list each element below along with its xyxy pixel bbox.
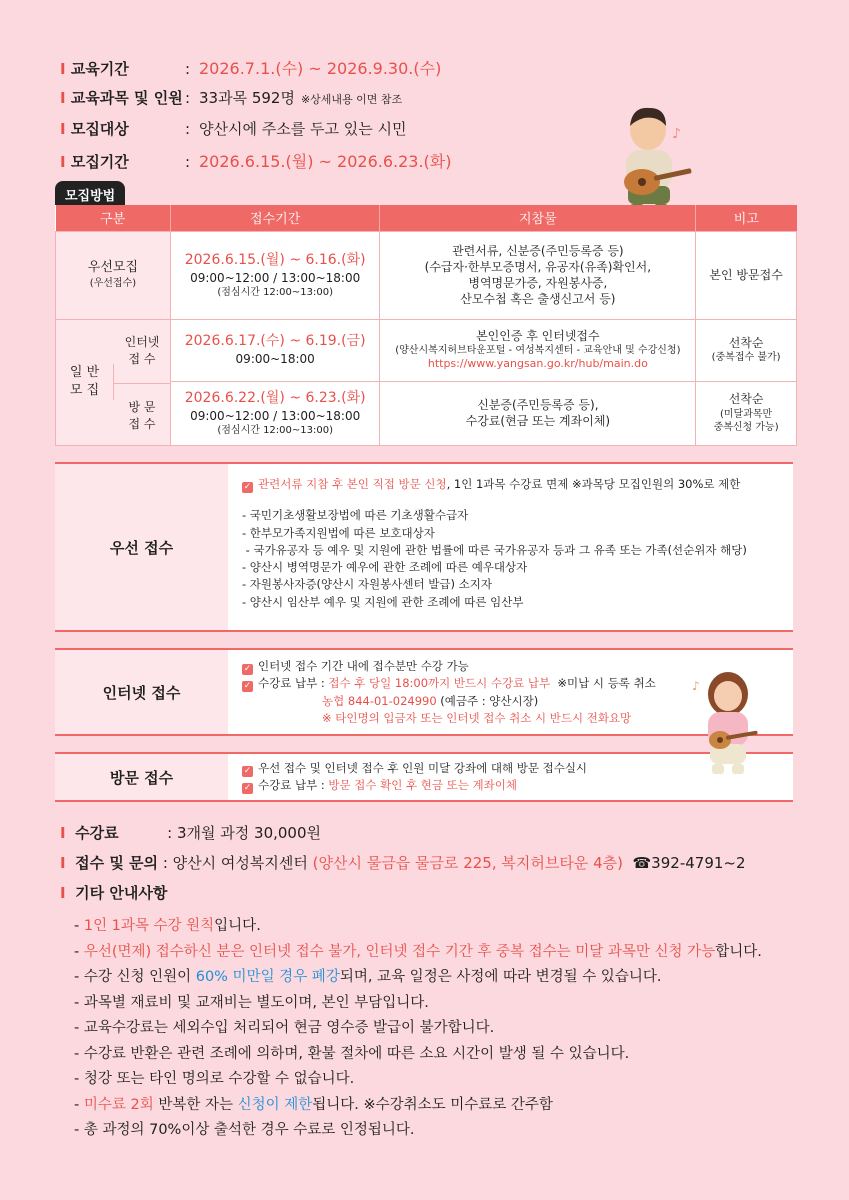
list-item: - 총 과정의 70%이상 출석한 경우 수료로 인정됩니다. xyxy=(74,1122,415,1138)
svg-text:♪: ♪ xyxy=(692,679,700,693)
row-priority-label: 우선모집 (우선접수) xyxy=(56,231,171,319)
list-item: - 국민기초생활보장법에 따른 기초생활수급자 xyxy=(242,508,469,523)
info-note: ※상세내용 이면 참조 xyxy=(300,93,403,106)
priority-box: 우선 접수 ✓ 관련서류 지참 후 본인 직접 방문 신청, 1인 1과목 수강료 면제 ※과목당 모집인원의 30%로 제한 - 국민기초생활보장법에 따른 기초생활수급자 - 한부모가족지원법에 따른 보호대상자 - 국가유공자 등 예우 및 지원에 관한 법률에 따른 국가유공자 등과 그 유족 또는 가족(선순위자 해당) - 양산시 병역명문가 예우에 관한 조례에 따른 예우대상자 - 자원봉사자증(양산시 자원봉사센터 발급) 소지자 - 양산시 임산부 예우 및 지원에 관한 조례에 따른 임산부 xyxy=(55,462,793,632)
info-row-courses: I 교육과목 및 인원 : 33과목 592명 ※상세내용 이면 참조 xyxy=(60,89,403,107)
list-item: - 수강료 반환은 관련 조례에 의하며, 환불 절차에 따른 소요 시간이 발생 될 수 있습니다. xyxy=(74,1045,630,1062)
list-item: - 양산시 임산부 예우 및 지원에 관한 조례에 따른 임산부 xyxy=(242,594,524,609)
header-note: 비고 xyxy=(696,205,797,231)
row-internet-note: 선착순 (중복접수 불가) xyxy=(696,319,797,381)
guitar-man-illustration xyxy=(600,100,710,220)
row-priority-note: 본인 방문접수 xyxy=(696,231,797,319)
etc-row: I 기타 안내사항 xyxy=(60,884,168,902)
info-label: 모집대상 xyxy=(70,120,129,138)
fee-row: I 수강료 : 3개월 과정 30,000원 xyxy=(60,824,321,842)
row-priority-items: 관련서류, 신분증(주민등록증 등) (수급자·한부모증명서, 유공자(유족)확인서, 병역명문가증, 자원봉사증, 산모수첩 혹은 출생신고서 등) xyxy=(380,231,696,319)
check-icon: ✓ xyxy=(243,766,252,776)
internet-box-title: 인터넷 접수 xyxy=(55,650,228,734)
row-visit-period: 2026.6.22.(월) ~ 6.23.(화) 09:00~12:00 / 13:00~18:00 (점심시간 12:00~13:00) xyxy=(170,381,380,445)
list-item: - 자원봉사자증(양산시 자원봉사센터 발급) 소지자 xyxy=(242,577,492,592)
check-icon: ✓ xyxy=(243,664,252,674)
info-value: 2026.6.15.(월) ~ 2026.6.23.(화) xyxy=(199,152,452,171)
check-icon: ✓ xyxy=(243,681,252,692)
internet-sub-label: 인터넷 접 수 xyxy=(124,335,160,366)
list-item: - 과목별 재료비 및 교재비는 별도이며, 본인 부담입니다. xyxy=(74,994,429,1011)
list-item: - 우선(면제) 접수하신 분은 인터넷 접수 불가, 인터넷 접수 기간 후 중복 접수는 미달 과목만 신청 가능합니다. xyxy=(74,943,762,960)
info-value: 2026.7.1.(수) ~ 2026.9.30.(수) xyxy=(199,59,442,78)
info-value: 33과목 592명 xyxy=(199,89,295,107)
row-visit-note: 선착순 (미달과목만 중복신청 가능) xyxy=(696,381,797,445)
info-label: 모집기간 xyxy=(70,153,129,171)
svg-text:♪: ♪ xyxy=(672,126,681,142)
list-item: - 교육수강료는 세외수입 처리되어 현금 영수증 발급이 불가합니다. xyxy=(74,1020,495,1036)
info-row-period: I 교육기간 : 2026.7.1.(수) ~ 2026.9.30.(수) xyxy=(60,56,452,87)
header-period: 접수기간 xyxy=(170,205,380,231)
check-icon: ✓ xyxy=(243,783,252,794)
bottom-info xyxy=(60,822,820,1144)
table-row xyxy=(56,231,797,319)
list-item: - 국가유공자 등 예우 및 지원에 관한 법률에 따른 국가유공자 등과 그 유족 또는 가족(선순위자 해당) xyxy=(242,542,747,557)
row-internet-period: 2026.6.17.(수) ~ 6.19.(금) 09:00~18:00 xyxy=(170,319,380,381)
list-item: - 수강 신청 인원이 60% 미만일 경우 폐강되며, 교육 일정은 사정에 따라 변경될 수 있습니다. xyxy=(74,969,662,985)
list-item: - 청강 또는 타인 명의로 수강할 수 없습니다. xyxy=(74,1071,355,1087)
priority-box-title: 우선 접수 xyxy=(55,464,228,630)
ukulele-woman-illustration xyxy=(686,664,766,779)
list-item: - 양산시 병역명문가 예우에 관한 조례에 따른 예우대상자 xyxy=(242,560,528,574)
internet-box: 인터넷 접수 ✓ 인터넷 접수 기간 내에 접수분만 수강 가능 ✓ 수강료 납부 : 접수 후 당일 18:00까지 반드시 수강료 납부 ※미납 시 등록 취소 농협 844-01-024990 (예금주 : 양산시장) ※ 타인명의 입금자 또는 인터넷 접수 취소 시 반드시 전화요망 xyxy=(55,648,793,736)
list-item: - 1인 1과목 수강 원칙입니다. xyxy=(74,918,261,934)
table-header-row xyxy=(56,205,797,231)
info-row-target: I 모집대상 : 양산시에 주소를 두고 있는 시민 xyxy=(60,120,407,138)
info-row-recruit: I 모집기간 : 2026.6.15.(월) ~ 2026.6.23.(화) xyxy=(60,149,452,180)
check-icon: ✓ xyxy=(243,482,252,492)
homepage-link[interactable]: https://www.yangsan.go.kr/hub/main.do xyxy=(427,357,648,371)
info-label: 교육기간 xyxy=(70,60,129,78)
phone-number: ☎392-4791~2 xyxy=(632,854,746,872)
info-value: 양산시에 주소를 두고 있는 시민 xyxy=(199,120,407,138)
course-info xyxy=(60,56,452,180)
list-item: - 미수료 2회 반복한 자는 신청이 제한됩니다. ※수강취소도 미수료로 간주함 xyxy=(74,1096,553,1113)
info-label: 교육과목 및 인원 xyxy=(70,89,183,107)
list-item: - 한부모가족지원법에 따른 보호대상자 xyxy=(242,525,435,540)
method-tag: 모집방법 xyxy=(55,181,125,208)
contact-row: I 접수 및 문의 : 양산시 여성복지센터 (양산시 물금읍 물금로 225, 복지허브타운 4층) ☎392-4791~2 xyxy=(60,854,746,872)
row-internet-items: 본인인증 후 인터넷접수 (양산시복지허브타운포털 - 여성복지센터 - 교육안내 및 수강신청) https://www.yangsan.go.kr/hub/main.do xyxy=(380,319,696,381)
header-category: 구분 xyxy=(56,205,171,231)
header-items: 지참물 xyxy=(380,205,696,231)
visit-box: 방문 접수 ✓ 우선 접수 및 인터넷 접수 후 인원 미달 강좌에 대해 방문 접수실시 ✓ 수강료 납부 : 방문 접수 확인 후 현금 또는 계좌이체 xyxy=(55,752,793,802)
notes-list xyxy=(60,914,820,1144)
row-visit-items: 신분증(주민등록증 등), 수강료(현금 또는 계좌이체) xyxy=(380,381,696,445)
row-priority-period: 2026.6.15.(월) ~ 6.16.(화) 09:00~12:00 / 13:00~18:00 (점심시간 12:00~13:00) xyxy=(170,231,380,319)
row-general-label: 일 반 모 집 xyxy=(56,319,171,445)
visit-sub-label: 방 문 접 수 xyxy=(114,383,170,447)
visit-box-title: 방문 접수 xyxy=(55,754,228,800)
